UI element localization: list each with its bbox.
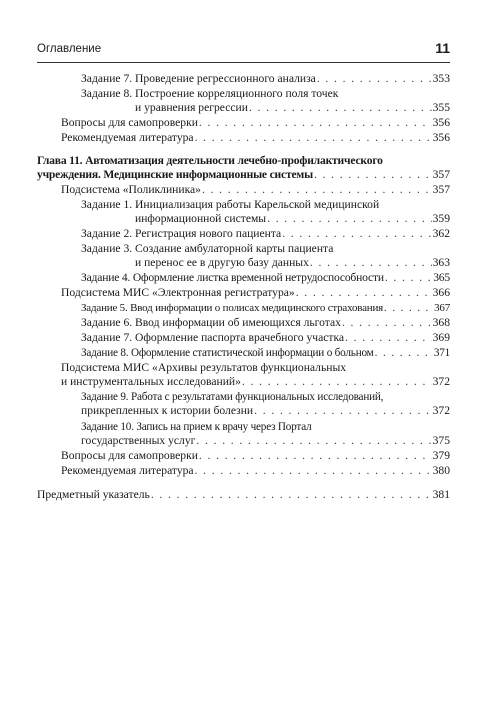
header-rule [37,62,450,63]
chapter-heading [37,154,450,168]
toc-entry-page: 381 [432,488,450,501]
toc-entry-page: 365 [433,271,450,284]
toc-entry-title: и инструментальных исследований» [61,375,241,388]
toc-entry [81,242,450,256]
toc-entry [81,316,450,330]
toc-entry-title: Рекомендуемая литература [61,131,194,144]
toc-entry-title: Подсистема «Поликлиника» [61,183,201,196]
toc-leader-dots [254,404,431,418]
chapter-title: Глава 11. Автоматизация деятельности лечебно-профилактического [37,154,383,167]
toc-entry-title: и уравнения регрессии [135,101,248,114]
toc-entry [81,198,450,212]
toc-entry-title: информационной системы [135,212,267,225]
toc-section [61,286,450,300]
toc-entry-page: 372 [432,404,450,417]
toc-leader-dots [199,449,432,463]
toc-entry-title: Задание 3. Создание амбулаторной карты пациента [81,242,334,255]
toc-entry-title: Подсистема МИС «Электронная регистратура» [61,286,295,299]
page-number: 11 [435,40,450,56]
toc-leader-dots [267,212,432,226]
toc-entry [81,420,450,434]
toc-entry-page: 372 [432,375,450,388]
chapter-title: учреждения. Медицинские информационные системы [37,168,313,181]
toc-entry-page: 368 [432,316,450,329]
toc-leader-dots [345,331,432,345]
toc-entry-title: Задание 8. Построение корреляционного поля точек [81,87,339,100]
toc-entry [61,116,450,130]
toc-entry [37,488,450,502]
toc-entry-page: 369 [432,331,450,344]
toc-entry-page: 367 [434,302,450,314]
toc-entry [81,390,450,404]
toc-entry-title: Вопросы для самопроверки [61,116,198,129]
running-header-title: Оглавление [37,43,102,55]
toc-entry-page: 380 [432,464,450,477]
toc-entry [81,331,450,345]
toc-entry [81,72,450,86]
toc-leader-dots [195,464,432,478]
toc-entry-continuation [135,256,450,270]
toc-entry-page: 353 [432,72,450,85]
toc-entry-title: Задание 5. Ввод информации о полисах медицинского страхования [81,302,384,314]
chapter-heading-continuation [37,168,450,182]
toc-entry-title: Задание 4. Оформление листка временной нетрудоспособности [81,271,384,284]
toc-leader-dots [384,301,433,315]
toc-leader-dots [249,101,432,115]
toc-entry-continuation [135,101,450,115]
toc-leader-dots [242,375,432,389]
toc-entry-title: Предметный указатель [37,488,150,501]
toc-entry-title: Подсистема МИС «Архивы результатов функциональных [61,361,347,374]
toc-entry [81,301,450,315]
toc-leader-dots [375,346,433,360]
toc-entry-title: Задание 1. Инициализация работы Карельской медицинской [81,198,380,211]
toc-leader-dots [199,116,432,130]
toc-entry-page: 363 [432,256,450,269]
toc-entry-page: 366 [432,286,450,299]
toc-entry-continuation [135,212,450,226]
toc-entry-title: Вопросы для самопроверки [61,449,198,462]
toc-section [61,361,450,375]
toc-entry-title: Задание 6. Ввод информации об имеющихся льготах [81,316,341,329]
toc-leader-dots [282,227,431,241]
toc-entry-title: прикрепленных к истории болезни [81,404,254,417]
toc-entry-page: 375 [432,434,450,447]
toc-entry-continuation [81,434,450,448]
toc-entry-page: 355 [432,101,450,114]
toc-leader-dots [314,168,432,182]
toc-entry-title: Рекомендуемая литература [61,464,194,477]
toc-entry-page: 356 [432,116,450,129]
toc-entry [61,449,450,463]
toc-leader-dots [202,183,432,197]
toc-leader-dots [310,256,432,270]
toc-entry-page: 357 [432,183,450,196]
toc-entry [81,87,450,101]
toc-entry-page: 379 [432,449,450,462]
toc-entry-title: Задание 7. Оформление паспорта врачебного участка [81,331,345,344]
running-header [37,41,450,59]
toc-leader-dots [385,271,432,285]
toc-entry-title: Задание 2. Регистрация нового пациента [81,227,282,240]
toc-leader-dots [317,72,432,86]
toc-entry [81,271,450,285]
toc-entry-title: Задание 9. Работа с результатами функциональных исследований, [81,391,384,403]
toc-entry [61,131,450,145]
toc-section [61,183,450,197]
toc-entry-page: 359 [432,212,450,225]
toc-entry [81,227,450,241]
toc-entry-title: Задание 8. Оформление статистической информации о больном [81,347,374,359]
toc-entry [81,346,450,360]
toc-leader-dots [342,316,432,330]
toc-section-continuation [61,375,450,389]
toc-entry-page: 357 [432,168,450,181]
toc-leader-dots [151,488,432,502]
toc-entry-title: государственных услуг [81,434,196,447]
toc-leader-dots [195,131,432,145]
toc-entry [61,464,450,478]
toc-entry-page: 362 [432,227,450,240]
toc-entry-page: 356 [432,131,450,144]
toc-entry-title: Задание 7. Проведение регрессионного анализа [81,72,316,85]
toc-entry-continuation [81,404,450,418]
toc-leader-dots [196,434,431,448]
toc-leader-dots [296,286,432,300]
toc-entry-title: и перенос ее в другую базу данных [135,256,309,269]
toc-entry-title: Задание 10. Запись на прием к врачу через Портал [81,421,312,433]
toc-entry-page: 371 [433,347,450,359]
